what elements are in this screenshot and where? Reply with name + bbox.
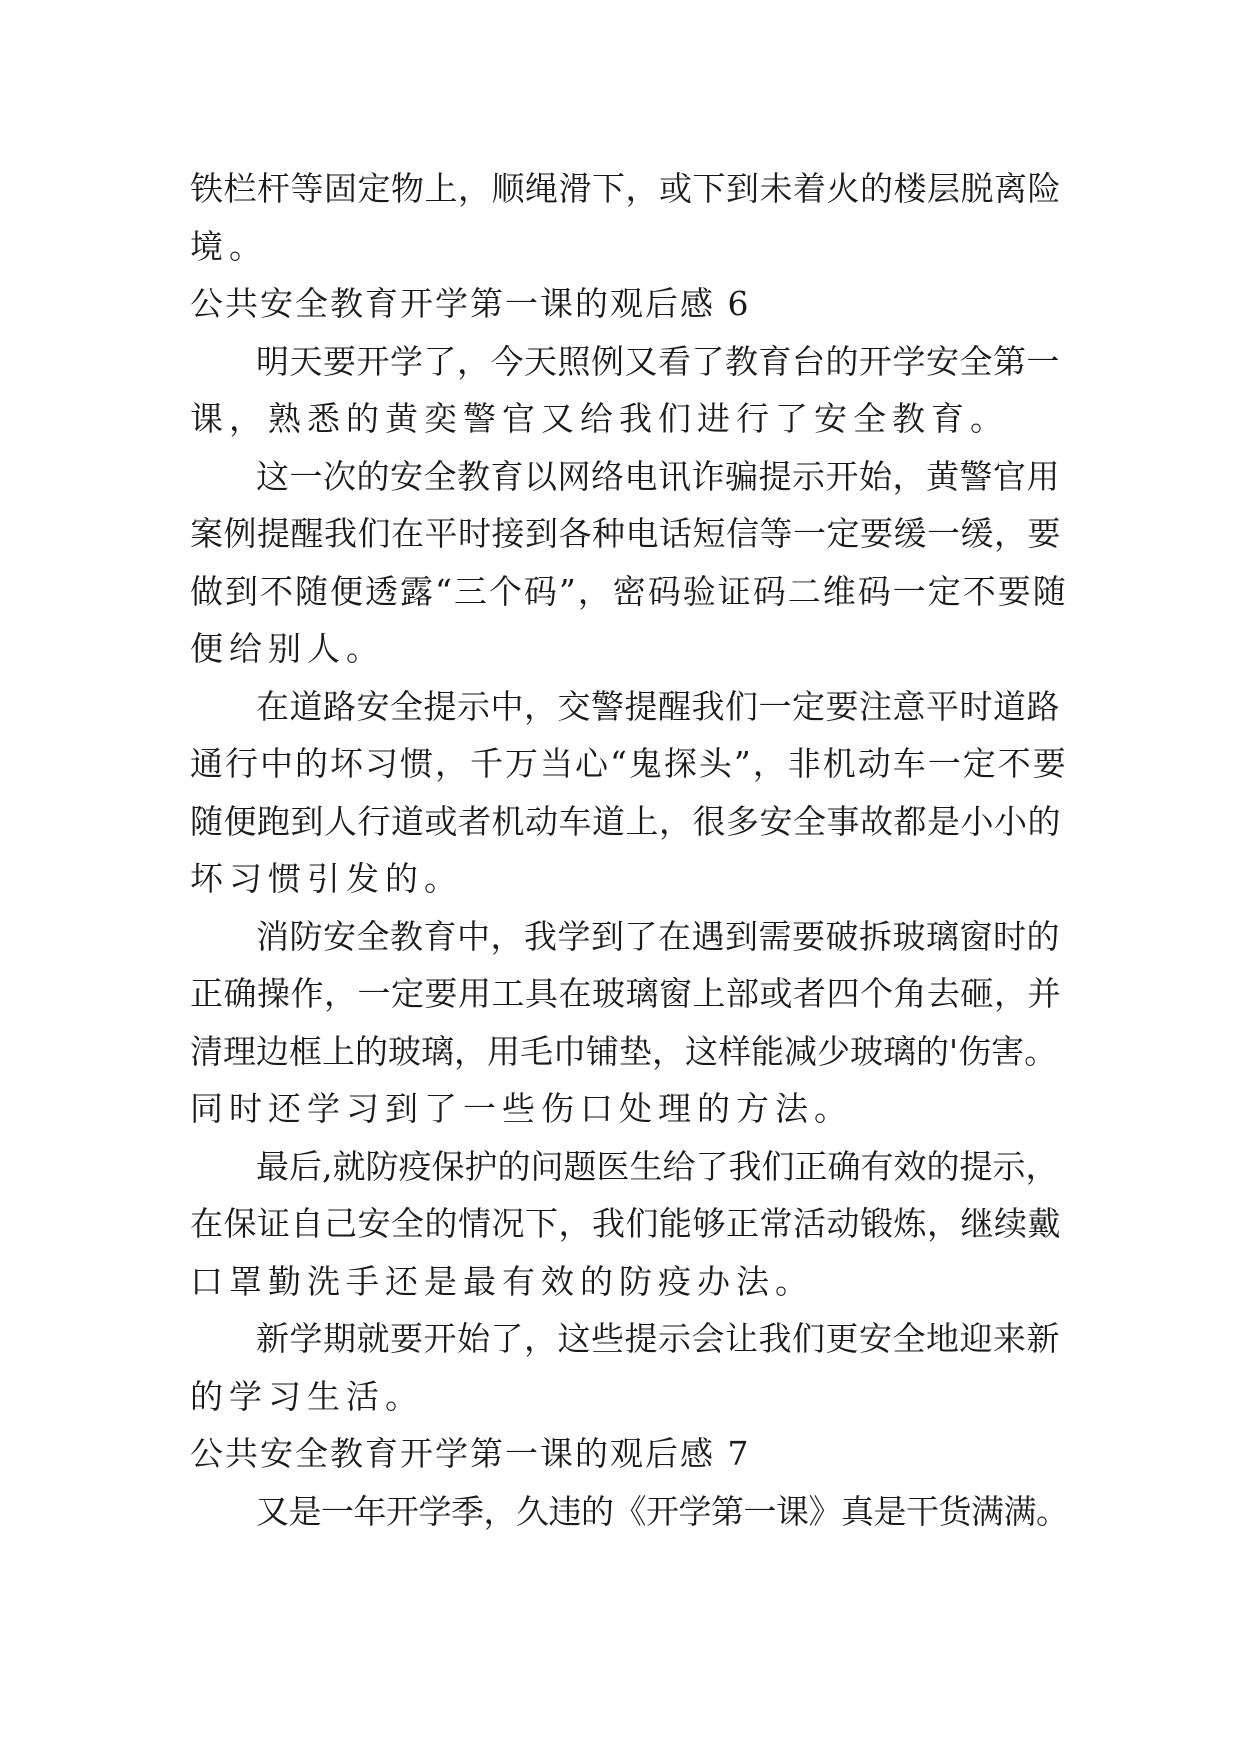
text-line: 这一次的安全教育以网络电讯诈骗提示开始，黄警官用 xyxy=(256,456,1060,496)
text-line: 口罩勤洗手还是最有效的防疫办法。 xyxy=(190,1261,814,1301)
text-line: 课，熟悉的黄奕警官又给我们进行了安全教育。 xyxy=(190,399,1009,438)
document-body xyxy=(190,160,1070,1540)
document-page xyxy=(190,160,1070,1540)
text-line: 新学期就要开始了，这些提示会让我们更安全地迎来新 xyxy=(256,1319,1060,1358)
text-line: 坏习惯引发的。 xyxy=(190,859,463,898)
text-line: 做到不随便透露“三个码”，密码验证码二维码一定不要随 xyxy=(190,571,1068,611)
text-line: 便给别人。 xyxy=(190,629,385,668)
text-line: 随便跑到人行道或者机动车道上，很多安全事故都是小小的 xyxy=(190,801,1061,841)
text-line: 最后,就防疫保护的问题医生给了我们正确有效的提示， xyxy=(256,1146,1059,1186)
text-line: 清理边框上的玻璃，用毛巾铺垫，这样能减少玻璃的'伤害。 xyxy=(190,1031,1058,1071)
text-line: 通行中的坏习惯，千万当心“鬼探头”，非机动车一定不要 xyxy=(190,744,1068,783)
text-line: 消防安全教育中，我学到了在遇到需要破拆玻璃窗时的 xyxy=(256,916,1060,956)
text-line: 正确操作，一定要用工具在玻璃窗上部或者四个角去砸，并 xyxy=(190,974,1061,1013)
section-heading: 公共安全教育开学第一课的观后感 6 xyxy=(190,284,751,323)
text-line: 在道路安全提示中，交警提醒我们一定要注意平时道路 xyxy=(256,686,1060,726)
text-line: 案例提醒我们在平时接到各种电话短信等一定要缓一缓，要 xyxy=(190,514,1061,553)
text-line: 在保证自己安全的情况下，我们能够正常活动锻炼，继续戴 xyxy=(190,1204,1061,1243)
text-line: 境。 xyxy=(190,226,268,266)
section-heading: 公共安全教育开学第一课的观后感 7 xyxy=(190,1434,751,1473)
text-line: 同时还学习到了一些伤口处理的方法。 xyxy=(190,1089,853,1128)
text-line: 的学习生活。 xyxy=(190,1376,424,1416)
text-line: 明天要开学了，今天照例又看了教育台的开学安全第一 xyxy=(256,341,1060,381)
text-line: 铁栏杆等固定物上，顺绳滑下，或下到未着火的楼层脱离险 xyxy=(190,169,1061,208)
text-line: 又是一年开学季，久违的《开学第一课》真是干货满满。 xyxy=(256,1491,1069,1531)
